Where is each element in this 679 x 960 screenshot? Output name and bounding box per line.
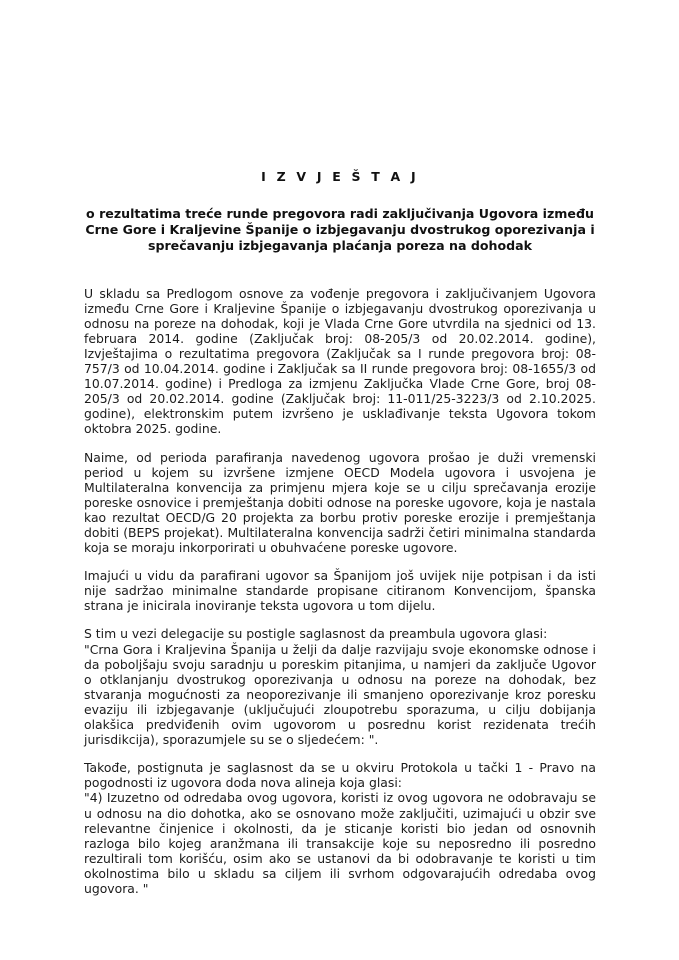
document-subtitle: o rezultatima treće runde pregovora radi zaključivanja Ugovora između Crne Gore i Kraljevine Španije o izbjegavanju dvostrukog oporezivanja i sprečavanju izbjegavanja plaćanja poreza na dohodak [85, 206, 595, 254]
paragraph-line-group: "4) Izuzetno od odredaba ovog ugovora, koristi iz ovog ugovora ne odobravaju se u odnosu na dio dohotka, ako se osnovano može zaključiti, uzimajući u obzir sve relevantne činjenice i okolnosti, da je sticanje koristi bio jedan od osnovnih razloga bilo kojeg aranžmana ili transakcije koje su neposredno ili posredno rezultirali tom korišću, osim ako se ustanovi da bi odobravanje te koristi u tim okolnostima bilo u skladu sa ciljem ili svrhom odgovarajućih odredaba ovog ugovora. " [84, 790, 596, 896]
paragraph-5-protokol [84, 760, 596, 896]
paragraph-line-group: "Crna Gora i Kraljevina Španija u želji da dalje razvijaju svoje ekonomske odnose i da poboljšaju svoju saradnju u poreskim pitanjima, u namjeri da zaključe Ugovor o otklanjanju dvostrukog oporezivanja u odnosu na poreze na dohodak, bez stvaranja mogućnosti za neoporezivanje ili smanjeno oporezivanje kroz poresku evaziju ili izbjegavanje (uključujući zloupotrebu sporazuma, u cilju dobijanja olakšica predviđenih ovim ugovorom u posrednu korist rezidenata trećih jurisdikcija), sporazumjele su se o sljedećem: ". [84, 641, 596, 748]
paragraph-line-group: Takođe, postignuta je saglasnost da se u okviru Protokola u tački 1 - Pravo na pogodnosti iz ugovora doda nova alineja koja glasi: [84, 760, 596, 791]
document-heading: I Z V J E Š T A J [261, 169, 419, 184]
document-content [84, 0, 596, 896]
paragraph-4-preambula [84, 626, 596, 747]
paragraph-line-group: S tim u vezi delegacije su postigle saglasnost da preambula ugovora glasi: [84, 626, 548, 642]
paragraph-1: U skladu sa Predlogom osnove za vođenje pregovora i zaključivanjem Ugovora između Crne Gore i Kraljevine Španije o izbjegavanju dvostrukog oporezivanja u odnosu na poreze na dohodak, koji je Vlada Crne Gore utvrdila na sjednici od 13. februara 2014. godine (Zaključak broj: 08-205/3 od 20.02.2014. godine), Izvještajima o rezultatima pregovora (Zaključak sa I runde pregovora broj: 08-757/3 od 10.04.2014. godine i Zaključak sa II runde pregovora broj: 08-1655/3 od 10.07.2014. godine) i Predloga za izmjenu Zaključka Vlade Crne Gore, broj 08-205/3 od 20.02.2014. godine (Zaključak broj: 11-011/25-3223/3 od 2.10.2025. godine), elektronskim putem izvršeno je usklađivanje teksta Ugovora tokom oktobra 2025. godine. [84, 285, 596, 437]
paragraph-3: Imajući u vidu da parafirani ugovor sa Španijom još uvijek nije potpisan i da isti nije sadržao minimalne standarde propisane citiranom Konvencijom, španska strana je inicirala inoviranje teksta ugovora u tom dijelu. [84, 568, 596, 614]
document-body [84, 286, 596, 896]
paragraph-2: Naime, od perioda parafiranja navedenog ugovora prošao je duži vremenski period u kojem su izvršene izmjene OECD Modela ugovora i usvojena je Multilateralna konvencija za primjenu mjera koje se u cilju sprečavanja erozije poreske osnovice i premještanja dobiti odnose na poreske ugovore, koja je nastala kao rezultat OECD/G 20 projekta za borbu protiv poreske erozije i premještanja dobiti (BEPS projekat). Multilateralna konvencija sadrži četiri minimalna standarda koja se moraju inkorporirati u obuhvaćene poreske ugovore. [84, 449, 596, 556]
